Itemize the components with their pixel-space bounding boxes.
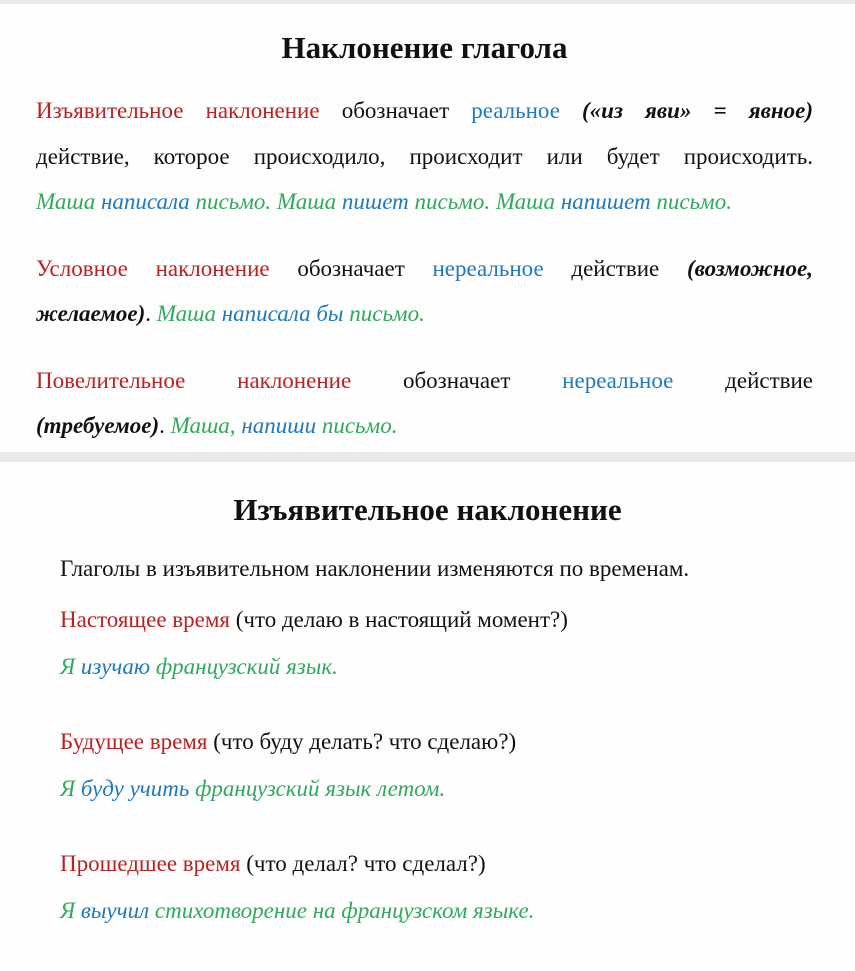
punctuation: .	[145, 301, 157, 326]
paragraph-imperative-mood	[36, 358, 813, 449]
example-verb: напиши	[241, 413, 317, 438]
term-imperative: Повелительное наклонение	[36, 367, 352, 393]
card-divider	[0, 452, 855, 462]
example-verb: изучаю	[80, 654, 151, 679]
example-verb: выучил	[80, 898, 150, 923]
highlight-unreal: нереальное	[432, 255, 544, 281]
past-tense-example	[60, 896, 795, 926]
example-verb: буду учить	[80, 776, 190, 801]
future-tense-example	[60, 774, 795, 804]
definition-text: действие	[725, 367, 814, 393]
tense-question: (что делал? что сделал?)	[240, 851, 486, 876]
paragraph-indicative-mood	[36, 88, 813, 225]
definition-text: действие	[571, 255, 660, 281]
term-present-tense: Настоящее время	[60, 607, 230, 632]
indicative-definition-line1	[36, 88, 813, 134]
present-tense-line	[60, 605, 795, 635]
conditional-definition-line2	[36, 291, 813, 337]
indicative-example-sentence	[36, 179, 813, 225]
tense-question: (что делаю в настоящий момент?)	[230, 607, 568, 632]
example-text: французский язык летом.	[189, 776, 446, 801]
term-conditional: Условное наклонение	[36, 255, 270, 281]
intro-text: Глаголы в изъявительном наклонении изменяются по временам.	[60, 556, 690, 581]
example-text: письмо.	[343, 301, 425, 326]
example-text: письмо.	[650, 189, 732, 214]
qualifier-note: (возможное,	[686, 255, 813, 281]
card1-body	[36, 88, 813, 449]
imperative-definition-line2	[36, 403, 813, 449]
example-verb: напишет	[560, 189, 651, 214]
imperative-definition-line1	[36, 358, 813, 404]
qualifier-note: (требуемое)	[36, 413, 160, 438]
conditional-definition-line1	[36, 246, 813, 292]
card-verb-moods	[0, 4, 855, 452]
example-subject: Маша	[156, 301, 222, 326]
example-subject: Маша	[36, 189, 101, 214]
paragraph-conditional-mood	[36, 246, 813, 337]
example-text: французский язык.	[150, 654, 338, 679]
example-subject: Я	[60, 898, 81, 923]
punctuation: .	[159, 413, 171, 438]
definition-text: обозначает	[341, 98, 450, 123]
present-tense-example	[60, 652, 795, 682]
example-verb: написала	[100, 189, 190, 214]
definition-text: обозначает	[402, 367, 511, 393]
etymology-note: («из яви» = явное)	[582, 98, 814, 123]
example-text: письмо.	[316, 413, 398, 438]
example-verb: написала бы	[221, 301, 344, 326]
card1-title: Наклонение глагола	[281, 30, 568, 65]
highlight-real: реальное	[471, 98, 560, 123]
example-verb: пишет	[341, 189, 409, 214]
definition-text: обозначает	[297, 255, 405, 281]
indicative-definition-line2	[36, 134, 813, 180]
definition-text: действие, которое происходило, происходит или будет происходить.	[36, 143, 813, 169]
example-text: письмо. Маша	[408, 189, 561, 214]
card2-title: Изъявительное наклонение	[233, 492, 622, 527]
tense-question: (что буду делать? что сделаю?)	[207, 729, 517, 754]
example-text: стихотворение на французском языке.	[149, 898, 535, 923]
card-indicative-mood	[0, 462, 855, 971]
indicative-intro	[60, 554, 795, 584]
example-subject: Я	[60, 654, 81, 679]
highlight-unreal: нереальное	[562, 367, 674, 393]
term-indicative: Изъявительное наклонение	[36, 98, 320, 123]
past-tense-line	[60, 849, 795, 879]
term-past-tense: Прошедшее время	[60, 851, 241, 876]
example-subject: Я	[60, 776, 81, 801]
example-subject: Маша,	[170, 413, 242, 438]
example-text: письмо. Маша	[189, 189, 342, 214]
future-tense-line	[60, 727, 795, 757]
qualifier-note: желаемое)	[36, 301, 146, 326]
term-future-tense: Будущее время	[60, 729, 208, 754]
